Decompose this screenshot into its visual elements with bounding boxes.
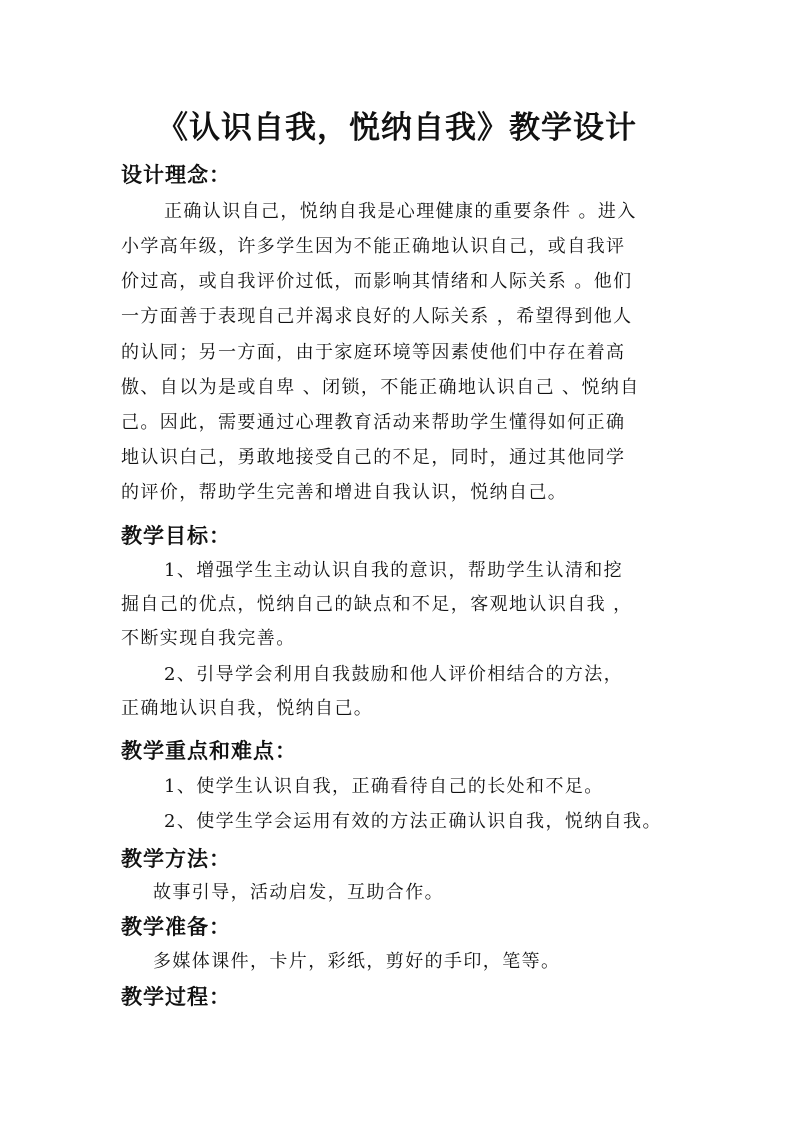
section-heading-design-concept: 设计理念： [121,162,231,187]
section-heading-teaching-prep: 教学准备： [121,914,231,939]
key-point-line: 1、使学生认识自我，正确看待自己的长处和不足。 [164,776,604,797]
section-heading-teaching-goals: 教学目标： [121,523,231,548]
goal-item-line: 2、引导学会利用自我鼓励和他人评价相结合的方法， [164,664,624,685]
key-point-line: 2、使学生学会运用有效的方法正确认识自我，悦纳自我。 [164,811,662,832]
paragraph-line: 己。因此，需要通过心理教育活动来帮助学生懂得如何正确 [121,412,626,433]
paragraph-line: 地认识白己，勇敢地接受自己的不足，同时，通过其他同学 [121,447,626,468]
section-heading-key-points: 教学重点和难点： [121,738,297,763]
paragraph-line: 正确认识自己，悦纳自我是心理健康的重要条件 。进入 [164,201,637,222]
paragraph-line: 的认同；另一方面，由于家庭环境等因素使他们中存在着高 [121,342,626,363]
methods-line: 故事引导，活动启发，互助合作。 [153,882,444,903]
document-title: 《认识自我，悦纳自我》教学设计 [157,110,637,146]
goal-item-line: 掘自己的优点，悦纳自己的缺点和不足，客观地认识自我 ， [121,594,633,615]
section-heading-teaching-process: 教学过程： [121,984,231,1009]
goal-item-line: 1、增强学生主动认识自我的意识，帮助学生认清和挖 [164,560,624,581]
paragraph-line: 傲、自以为是或自卑 、闭锁，不能正确地认识自己 、悦纳自 [121,377,640,398]
section-heading-teaching-methods: 教学方法： [121,846,231,871]
paragraph-line: 的评价，帮助学生完善和增进自我认识，悦纳自己。 [121,482,568,503]
paragraph-line: 一方面善于表现自己并渴求良好的人际关系 ，希望得到他人 [121,306,633,327]
goal-item-line: 正确地认识自我，悦纳自己。 [121,698,374,719]
goal-item-line: 不断实现自我完善。 [121,628,296,649]
prep-line: 多媒体课件，卡片，彩纸，剪好的手印，笔等。 [153,951,561,972]
paragraph-line: 价过高，或自我评价过低，而影响其情绪和人际关系 。他们 [121,271,633,292]
paragraph-line: 小学高年级，许多学生因为不能正确地认识自己，或自我评 [121,236,626,257]
